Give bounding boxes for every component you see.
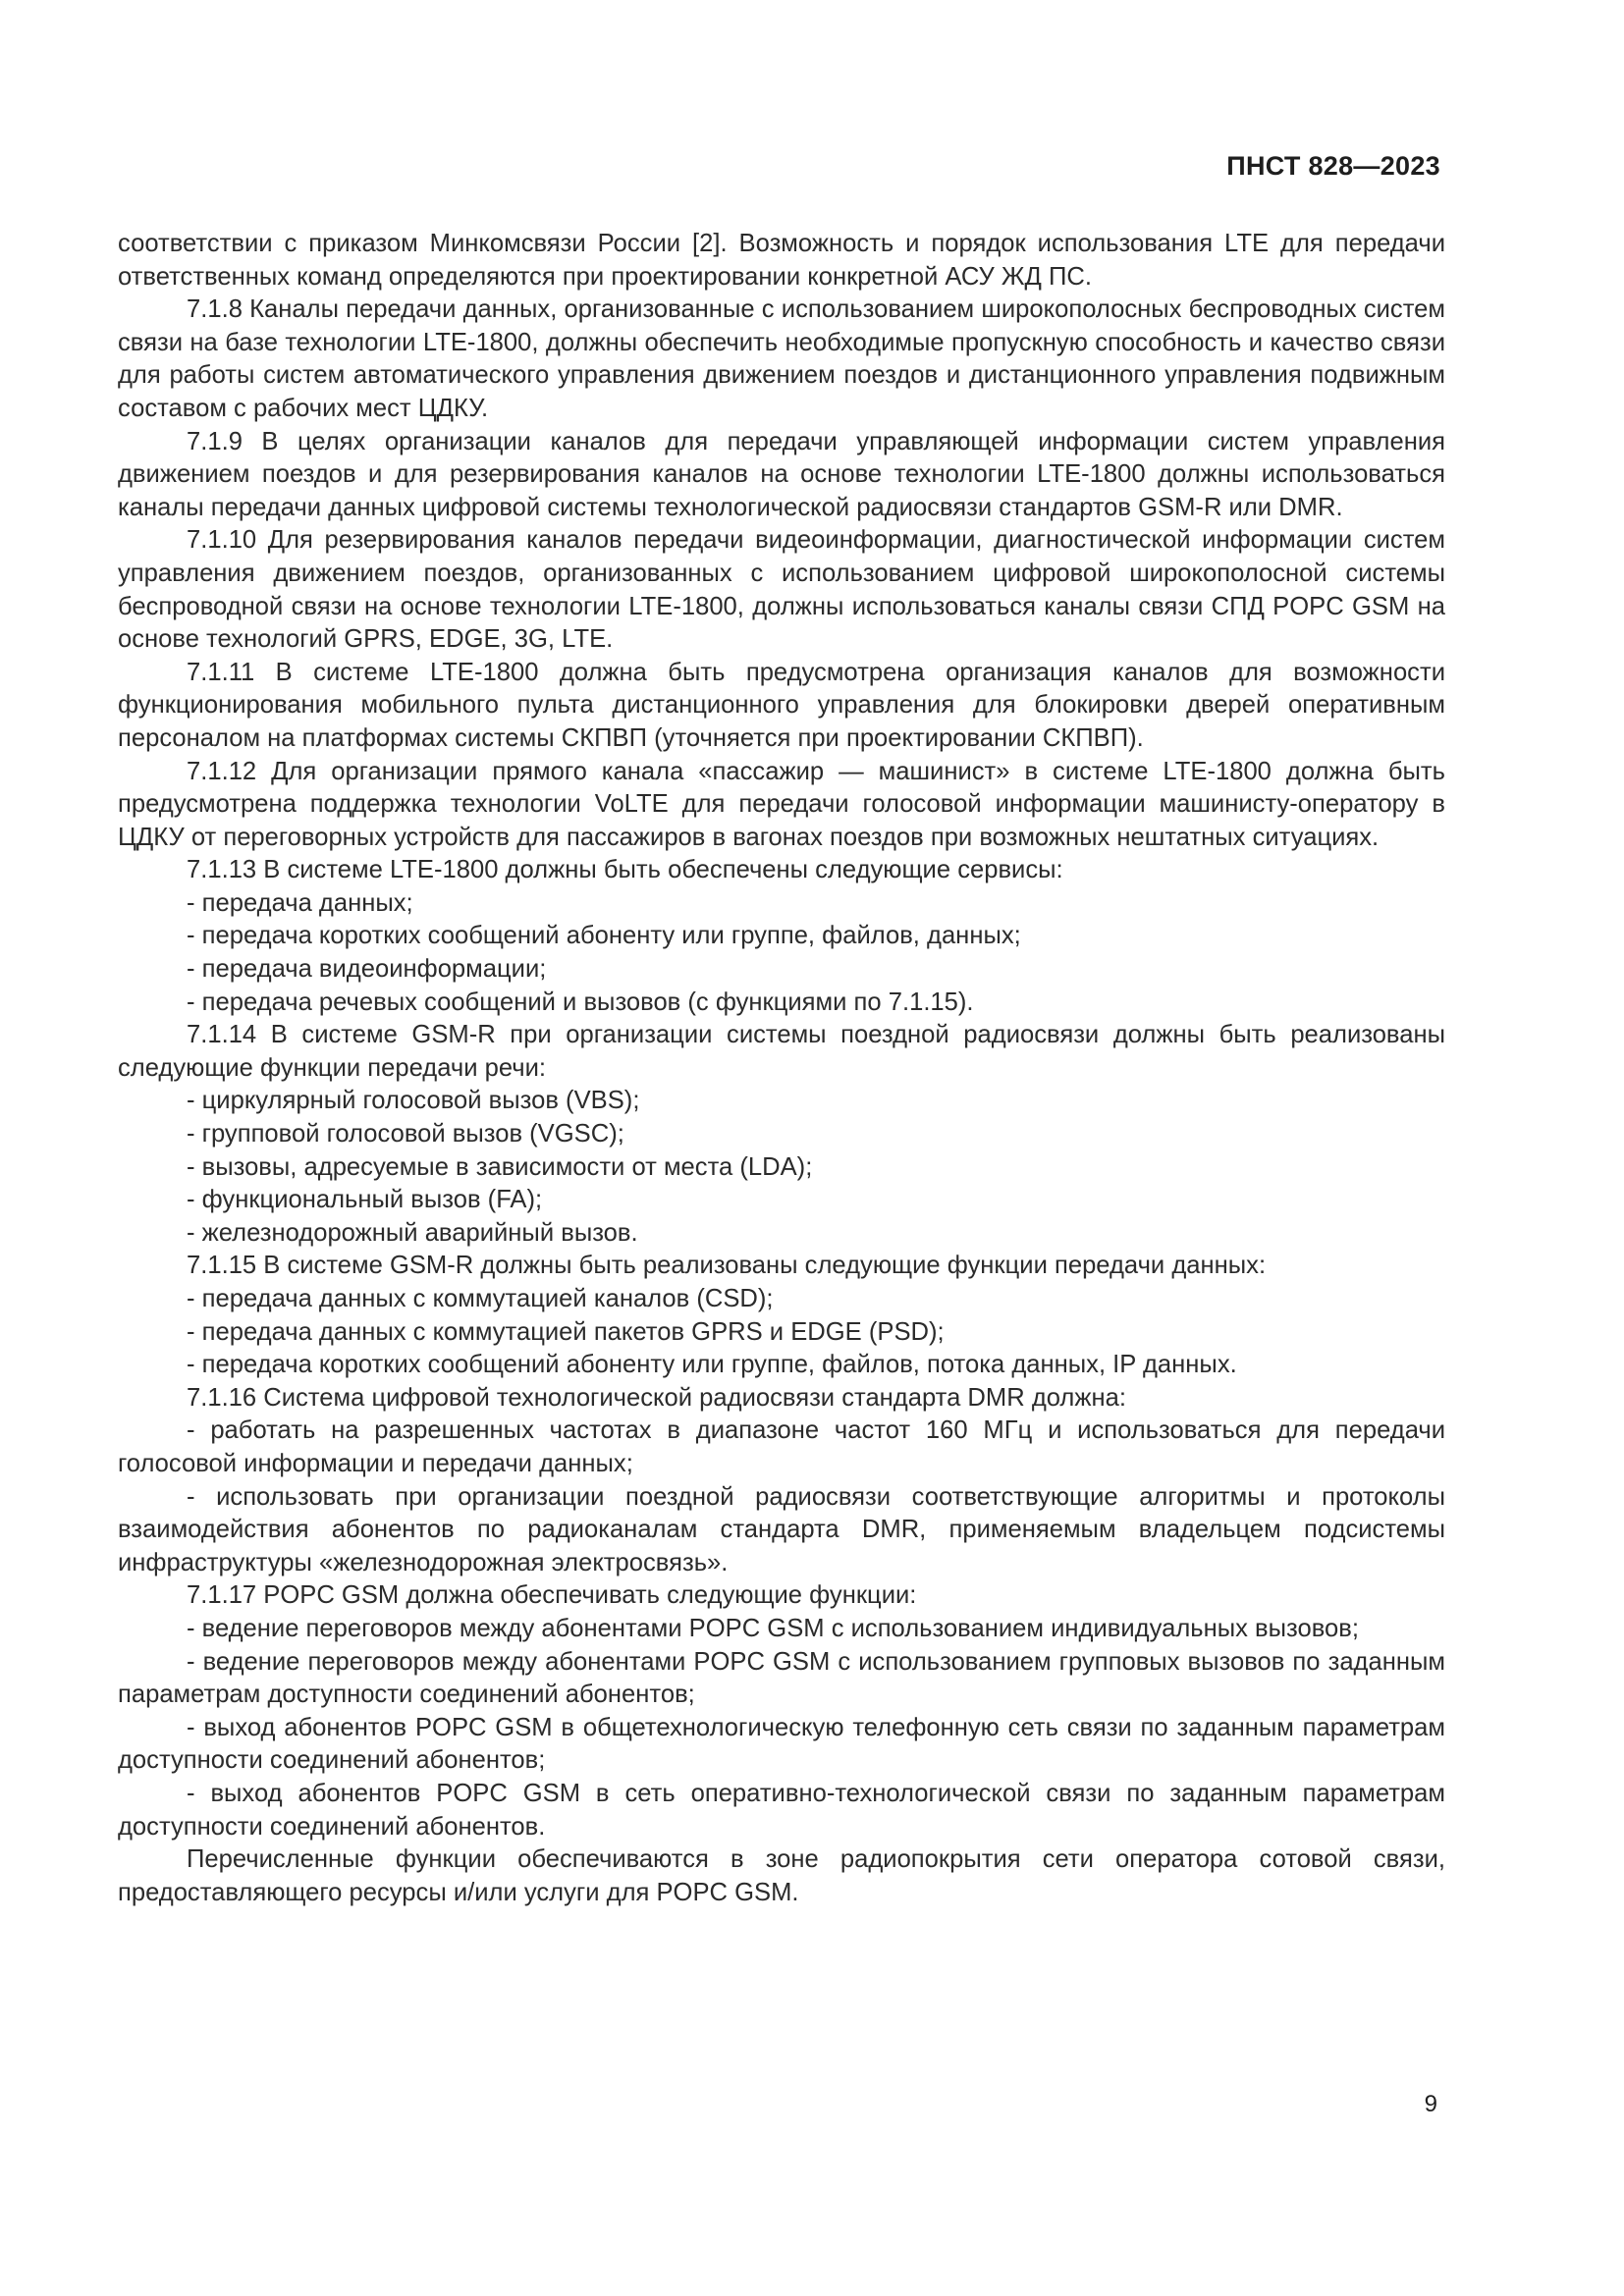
paragraph: 7.1.11 В системе LTE-1800 должна быть предусмотрена организация каналов для возможности функционирования мобильного пульта дистанционного управления для блокировки дверей оперативным персоналом на платформах системы СКПВП (уточняется при проектировании СКПВП). [118, 658, 1445, 752]
paragraph: 7.1.9 В целях организации каналов для передачи управляющей информации систем управления движением поездов и для резервирования каналов на основе технологии LTE-1800 должны использоваться каналы передачи данных цифровой системы технологической радиосвязи стандартов GSM-R или DMR. [118, 427, 1445, 521]
list-item: - вызовы, адресуемые в зависимости от места (LDA); [187, 1152, 813, 1181]
paragraph: 7.1.8 Каналы передачи данных, организованные с использованием широкополосных беспроводных систем связи на базе технологии LTE-1800, должны обеспечить необходимые пропускную способность и качество связи для работы систем автоматического управления движением поездов и дистанционного управления подвижным составом с рабочих мест ЦДКУ. [118, 295, 1445, 422]
list-item: - использовать при организации поездной радиосвязи соответствующие алгоритмы и протоколы взаимодействия абонентов по радиоканалам стандарта DMR, применяемым владельцем подсистемы инфраструктуры «железнодорожная электросвязь». [118, 1482, 1445, 1576]
list-item: - циркулярный голосовой вызов (VBS); [187, 1087, 640, 1115]
paragraph: 7.1.13 В системе LTE-1800 должны быть обеспечены следующие сервисы: [187, 856, 1063, 884]
paragraph: 7.1.14 В системе GSM-R при организации системы поездной радиосвязи должны быть реализованы следующие функции передачи речи: [118, 1021, 1445, 1082]
list-item: - передача коротких сообщений абоненту или группе, файлов, данных; [187, 922, 1021, 950]
list-item: - передача коротких сообщений абоненту или группе, файлов, потока данных, IP данных. [187, 1351, 1237, 1379]
list-item: - передача данных; [187, 888, 413, 917]
paragraph: 7.1.15 В системе GSM-R должны быть реализованы следующие функции передачи данных: [187, 1252, 1267, 1280]
paragraph: 7.1.16 Система цифровой технологической радиосвязи стандарта DMR должна: [187, 1383, 1126, 1412]
document-code: ПНСТ 828—2023 [1226, 151, 1440, 181]
list-item: - железнодорожный аварийный вызов. [187, 1218, 638, 1247]
body-text [118, 228, 1445, 1909]
paragraph: 7.1.17 POPC GSM должна обеспечивать следующие функции: [187, 1581, 917, 1610]
list-item: - передача данных с коммутацией каналов (CSD); [187, 1285, 774, 1312]
list-item: - ведение переговоров между абонентами POPC GSM с использованием групповых вызовов по заданным параметрам доступности соединений абонентов; [118, 1647, 1445, 1709]
list-item: - работать на разрешенных частотах в диапазоне частот 160 МГц и использоваться для передачи голосовой информации и передачи данных; [118, 1416, 1445, 1477]
paragraph: 7.1.12 Для организации прямого канала «пассажир — машинист» в системе LTE-1800 должна быть предусмотрена поддержка технологии VoLTE для передачи голосовой информации машинисту-оператору в ЦДКУ от переговорных устройств для пассажиров в вагонах поездов при возможных нештатных ситуациях. [118, 757, 1445, 851]
list-item: - выход абонентов POPC GSM в общетехнологическую телефонную сеть связи по заданным параметрам доступности соединений абонентов; [118, 1713, 1445, 1775]
list-item: - групповой голосовой вызов (VGSC); [187, 1120, 624, 1148]
list-item: - передача видеоинформации; [187, 955, 547, 984]
paragraph: Перечисленные функции обеспечиваются в зоне радиопокрытия сети оператора сотовой связи, предоставляющего ресурсы и/или услуги для POPC GSM. [118, 1845, 1445, 1906]
paragraph: 7.1.10 Для резервирования каналов передачи видеоинформации, диагностической информации систем управления движением поездов, организованных с использованием цифровой широкополосной системы беспроводной связи на основе технологии LTE-1800, должны использоваться каналы связи СПД POPC GSM на основе технологий GPRS, EDGE, 3G, LTE. [118, 526, 1445, 654]
page-number: 9 [1424, 2091, 1437, 2117]
list-item: - выход абонентов POPC GSM в сеть оперативно-технологической связи по заданным параметрам доступности соединений абонентов. [118, 1779, 1445, 1841]
paragraph: соответствии с приказом Минкомсвязи России [2]. Возможность и порядок использования LTE для передачи ответственных команд определяются при проектировании конкретной АСУ ЖД ПС. [118, 230, 1445, 291]
list-item: - передача данных с коммутацией пакетов GPRS и EDGE (PSD); [187, 1317, 945, 1346]
list-item: - ведение переговоров между абонентами POPC GSM с использованием индивидуальных вызовов; [187, 1614, 1359, 1642]
list-item: - функциональный вызов (FA); [187, 1186, 543, 1214]
list-item: - передача речевых сообщений и вызовов (с функциями по 7.1.15). [187, 988, 974, 1016]
